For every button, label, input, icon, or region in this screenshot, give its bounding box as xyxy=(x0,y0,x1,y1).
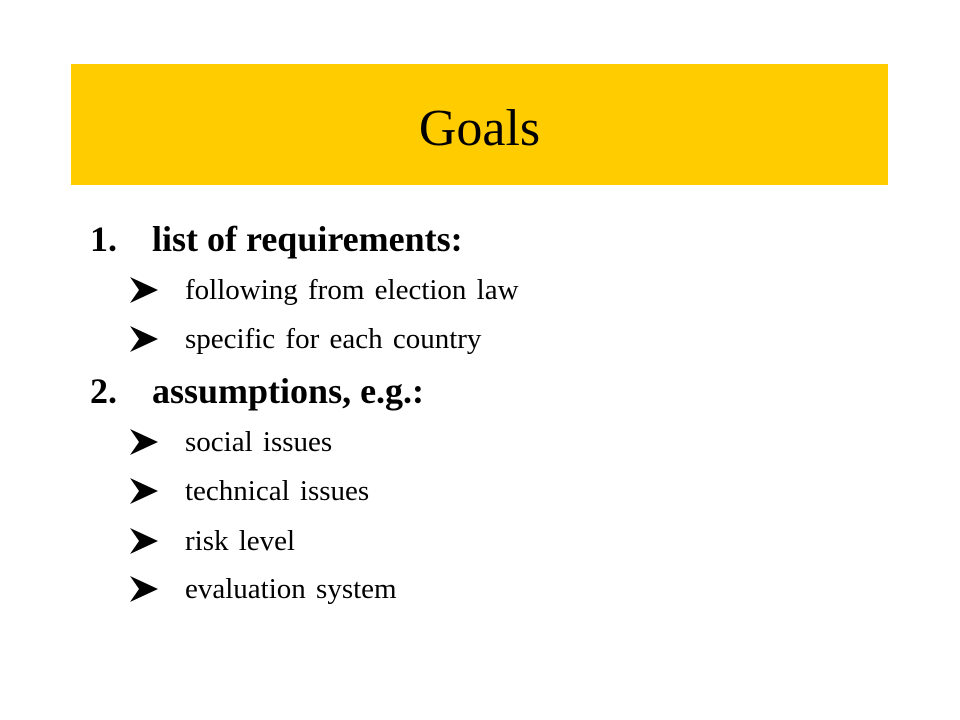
arrow-bullet-icon xyxy=(130,429,158,455)
bullet-text: specific for each country xyxy=(185,323,482,355)
list-item-assumptions xyxy=(90,370,690,412)
arrow-bullet-icon xyxy=(130,576,158,602)
list-number: 1. xyxy=(90,219,117,259)
bullet-text: following from election law xyxy=(185,274,519,306)
bullet-text: evaluation system xyxy=(185,573,397,605)
arrow-bullet-icon xyxy=(130,326,158,352)
list-number: 2. xyxy=(90,371,117,411)
bullet-item xyxy=(130,274,730,310)
list-item-requirements xyxy=(90,218,690,260)
bullet-item xyxy=(130,475,730,511)
bullet-item xyxy=(130,426,730,462)
bullet-text: social issues xyxy=(185,426,333,458)
bullet-item xyxy=(130,323,730,359)
arrow-bullet-icon xyxy=(130,528,158,554)
bullet-item xyxy=(130,525,730,561)
slide-title: Goals xyxy=(418,99,541,157)
list-heading: assumptions, e.g.: xyxy=(152,371,425,411)
list-heading: list of requirements: xyxy=(152,219,463,259)
bullet-text: risk level xyxy=(185,525,296,557)
bullet-text: technical issues xyxy=(185,475,370,507)
arrow-bullet-icon xyxy=(130,478,158,504)
arrow-bullet-icon xyxy=(130,277,158,303)
title-bar xyxy=(71,64,888,185)
bullet-item xyxy=(130,573,730,609)
